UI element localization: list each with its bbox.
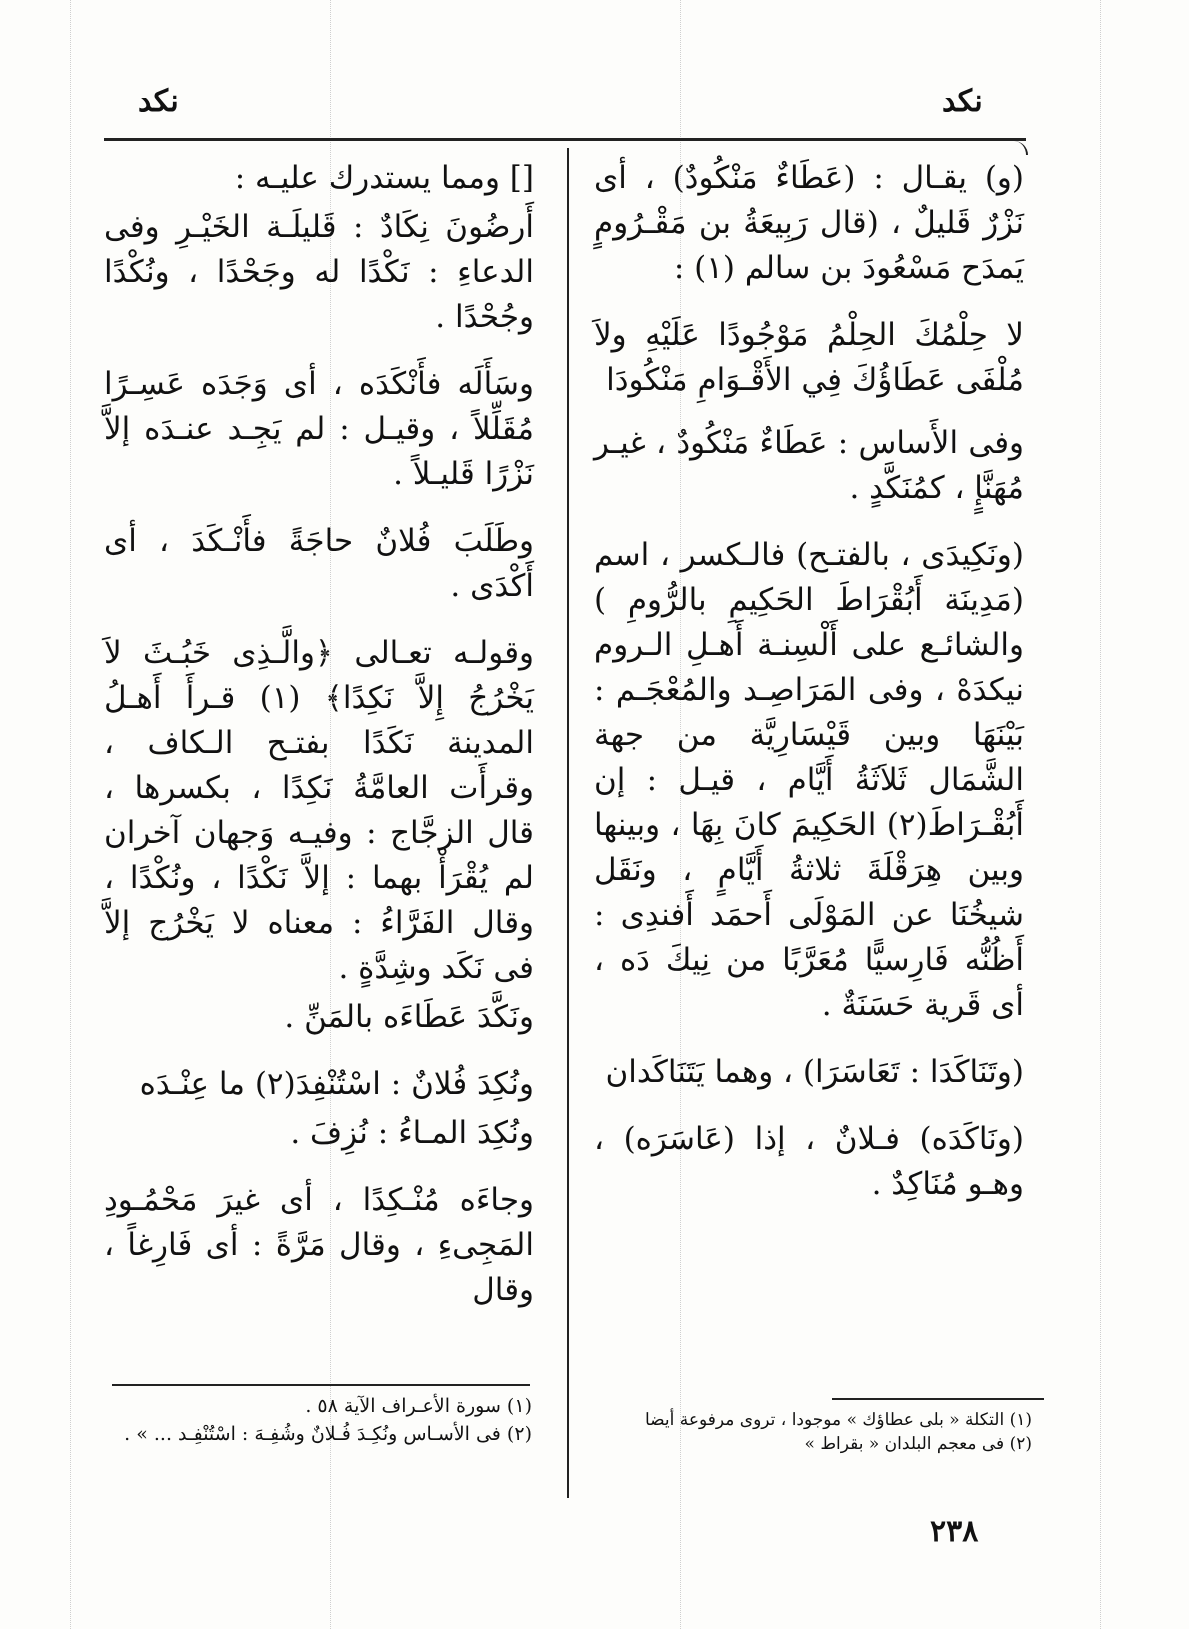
scan-guide <box>1100 0 1101 1629</box>
footnote: (٢) فى الأسـاس ونُكِـدَ فُـلانٌ وشُفِـهَ : اسْتُنْفِـد ... » . <box>124 1423 532 1445</box>
paragraph: وقولـه تعـالى ﴿والَّـذِى خَبُـثَ لاَ يَخْرُجُ إِلاَّ نَكِدًا﴾ (١) قـرأَ أَهـلُ المدينة نَكَدًا بفتـح الـكاف ، وقرأَت العامَّةُ نَكِدًا ، بكسرها ، قال الزجَّاج : وفيـه وَجهان آخران لم يُقْرَأْ بهما : إلاَّ نَكْدًا ، ونُكْدًا ، وقال الفَرَّاءُ : معناه لا يَخْرُج إلاَّ فى نَكَد وشِدَّةٍ . <box>104 635 534 986</box>
scan-guide <box>70 0 71 1629</box>
left-column <box>104 156 534 1335</box>
paragraph: ونُكِدَ المـاءُ : نُزِفَ . <box>290 1115 534 1151</box>
footnotes-right <box>604 1408 1032 1456</box>
right-column <box>594 156 1024 1229</box>
paragraph: (ونَاكَدَه) فـلانٌ ، إذا (عَاسَرَه) ، وهـو مُنَاكِدٌ . <box>594 1121 1024 1202</box>
column-divider <box>567 148 569 1498</box>
footnote-rule <box>112 1384 530 1386</box>
paragraph: ونُكِدَ فُلانٌ : اسْتُنْفِدَ(٢) ما عِنْـدَه <box>139 1066 534 1102</box>
paragraph: أَرضُونَ نِكَادٌ : قَليلَـة الخَيْـرِ وفى الدعاءِ : نَكْدًا له وجَحْدًا ، ونُكْدًا وجُحْدًا . <box>104 209 534 335</box>
poetry-verse: لا حِلْمُكَ الحِلْمُ مَوْجُودًا عَلَيْهِ ولاَ مُلْفَى عَطَاؤُكَ فِي الأَقْـوَامِ مَنْكُودَا <box>594 317 1024 398</box>
paragraph: وطَلَبَ فُلانٌ حاجَةً فأَنْـكَدَ ، أى أَكْدَى . <box>104 523 534 604</box>
header-rule-ornament <box>1012 141 1028 155</box>
footnote: (١) التكلة « بلى عطاؤك » موجودا ، تروى مرفوعة أيضا <box>644 1410 1032 1430</box>
running-head-right: نكد <box>942 84 983 119</box>
paragraph: (ونَكِيدَى ، بالفتـح) فالـكسر ، اسم (مَدِينَة أَبُقْرَاطَ الحَكِيمِ بالرُّومِ ) والشائـع على أَلْسِنـة أَهـلِ الـروم نيكدَهْ ، وفى المَرَاصِـد والمُعْجَـم : بَيْنَهَا وبين قَيْسَارِيَّة من جهة الشَّمَال ثَلاَثَةُ أَيَّام ، قيـل : إن أَبُقْـرَاطَ(٢) الحَكِيمَ كانَ بِهَا ، وبينها وبين هِرَقْلَةَ ثلاثةُ أَيَّامٍ ، ونَقَل شيخُنَا عن المَوْلَى أَحمَد أَفندِى : أَظُنُّه فَارِسيًّا مُعَرَّبًا من نِيكَ دَه ، أى قَرية حَسَنَةٌ . <box>594 537 1024 1023</box>
footnote: (٢) فى معجم البلدان « بقراط » <box>804 1434 1032 1454</box>
section-heading: [] ومما يستدرك عليـه : <box>234 160 534 196</box>
paragraph: (و) يقـال : (عَطَاءٌ مَنْكُودٌ) ، أى نَزْرٌ قَليلٌ ، (قال رَبِيعَةُ بن مَقْـرُومٍ يَمدَح مَسْعُودَ بن سالم (١) : <box>594 160 1024 286</box>
paragraph: وجاءَه مُنْـكِدًا ، أى غيرَ مَحْمُـودِ المَجِىءِ ، وقال مَرَّةً : أى فَارِغاً ، وقال <box>104 1182 534 1308</box>
paragraph: ونَكَّدَ عَطَاءَه بالمَنِّ . <box>284 999 534 1035</box>
paragraph: وفى الأَساس : عَطَاءٌ مَنْكُودٌ ، غيـر مُهَنَّإٍ ، كمُنَكَّدٍ . <box>594 425 1024 506</box>
footnote: (١) سورة الأعـراف الآية ٥٨ . <box>305 1395 532 1417</box>
footnote-rule <box>832 1398 1044 1400</box>
page-number: ٢٣٨ <box>930 1514 979 1549</box>
paragraph: (وتَنَاكَدَا : تَعَاسَرَا) ، وهما يَتَنَاكَدان <box>605 1054 1024 1090</box>
paragraph: وسَأَلَه فأَنْكَدَه ، أى وَجَدَه عَسِـرًا مُقَلِّلاً ، وقيـل : لم يَجِـد عنـدَه إلاَّ نَزْرًا قَليـلاً . <box>104 366 534 492</box>
footnotes-left <box>112 1392 532 1448</box>
header-rule <box>104 138 1026 141</box>
running-head-left: نكد <box>138 84 179 119</box>
